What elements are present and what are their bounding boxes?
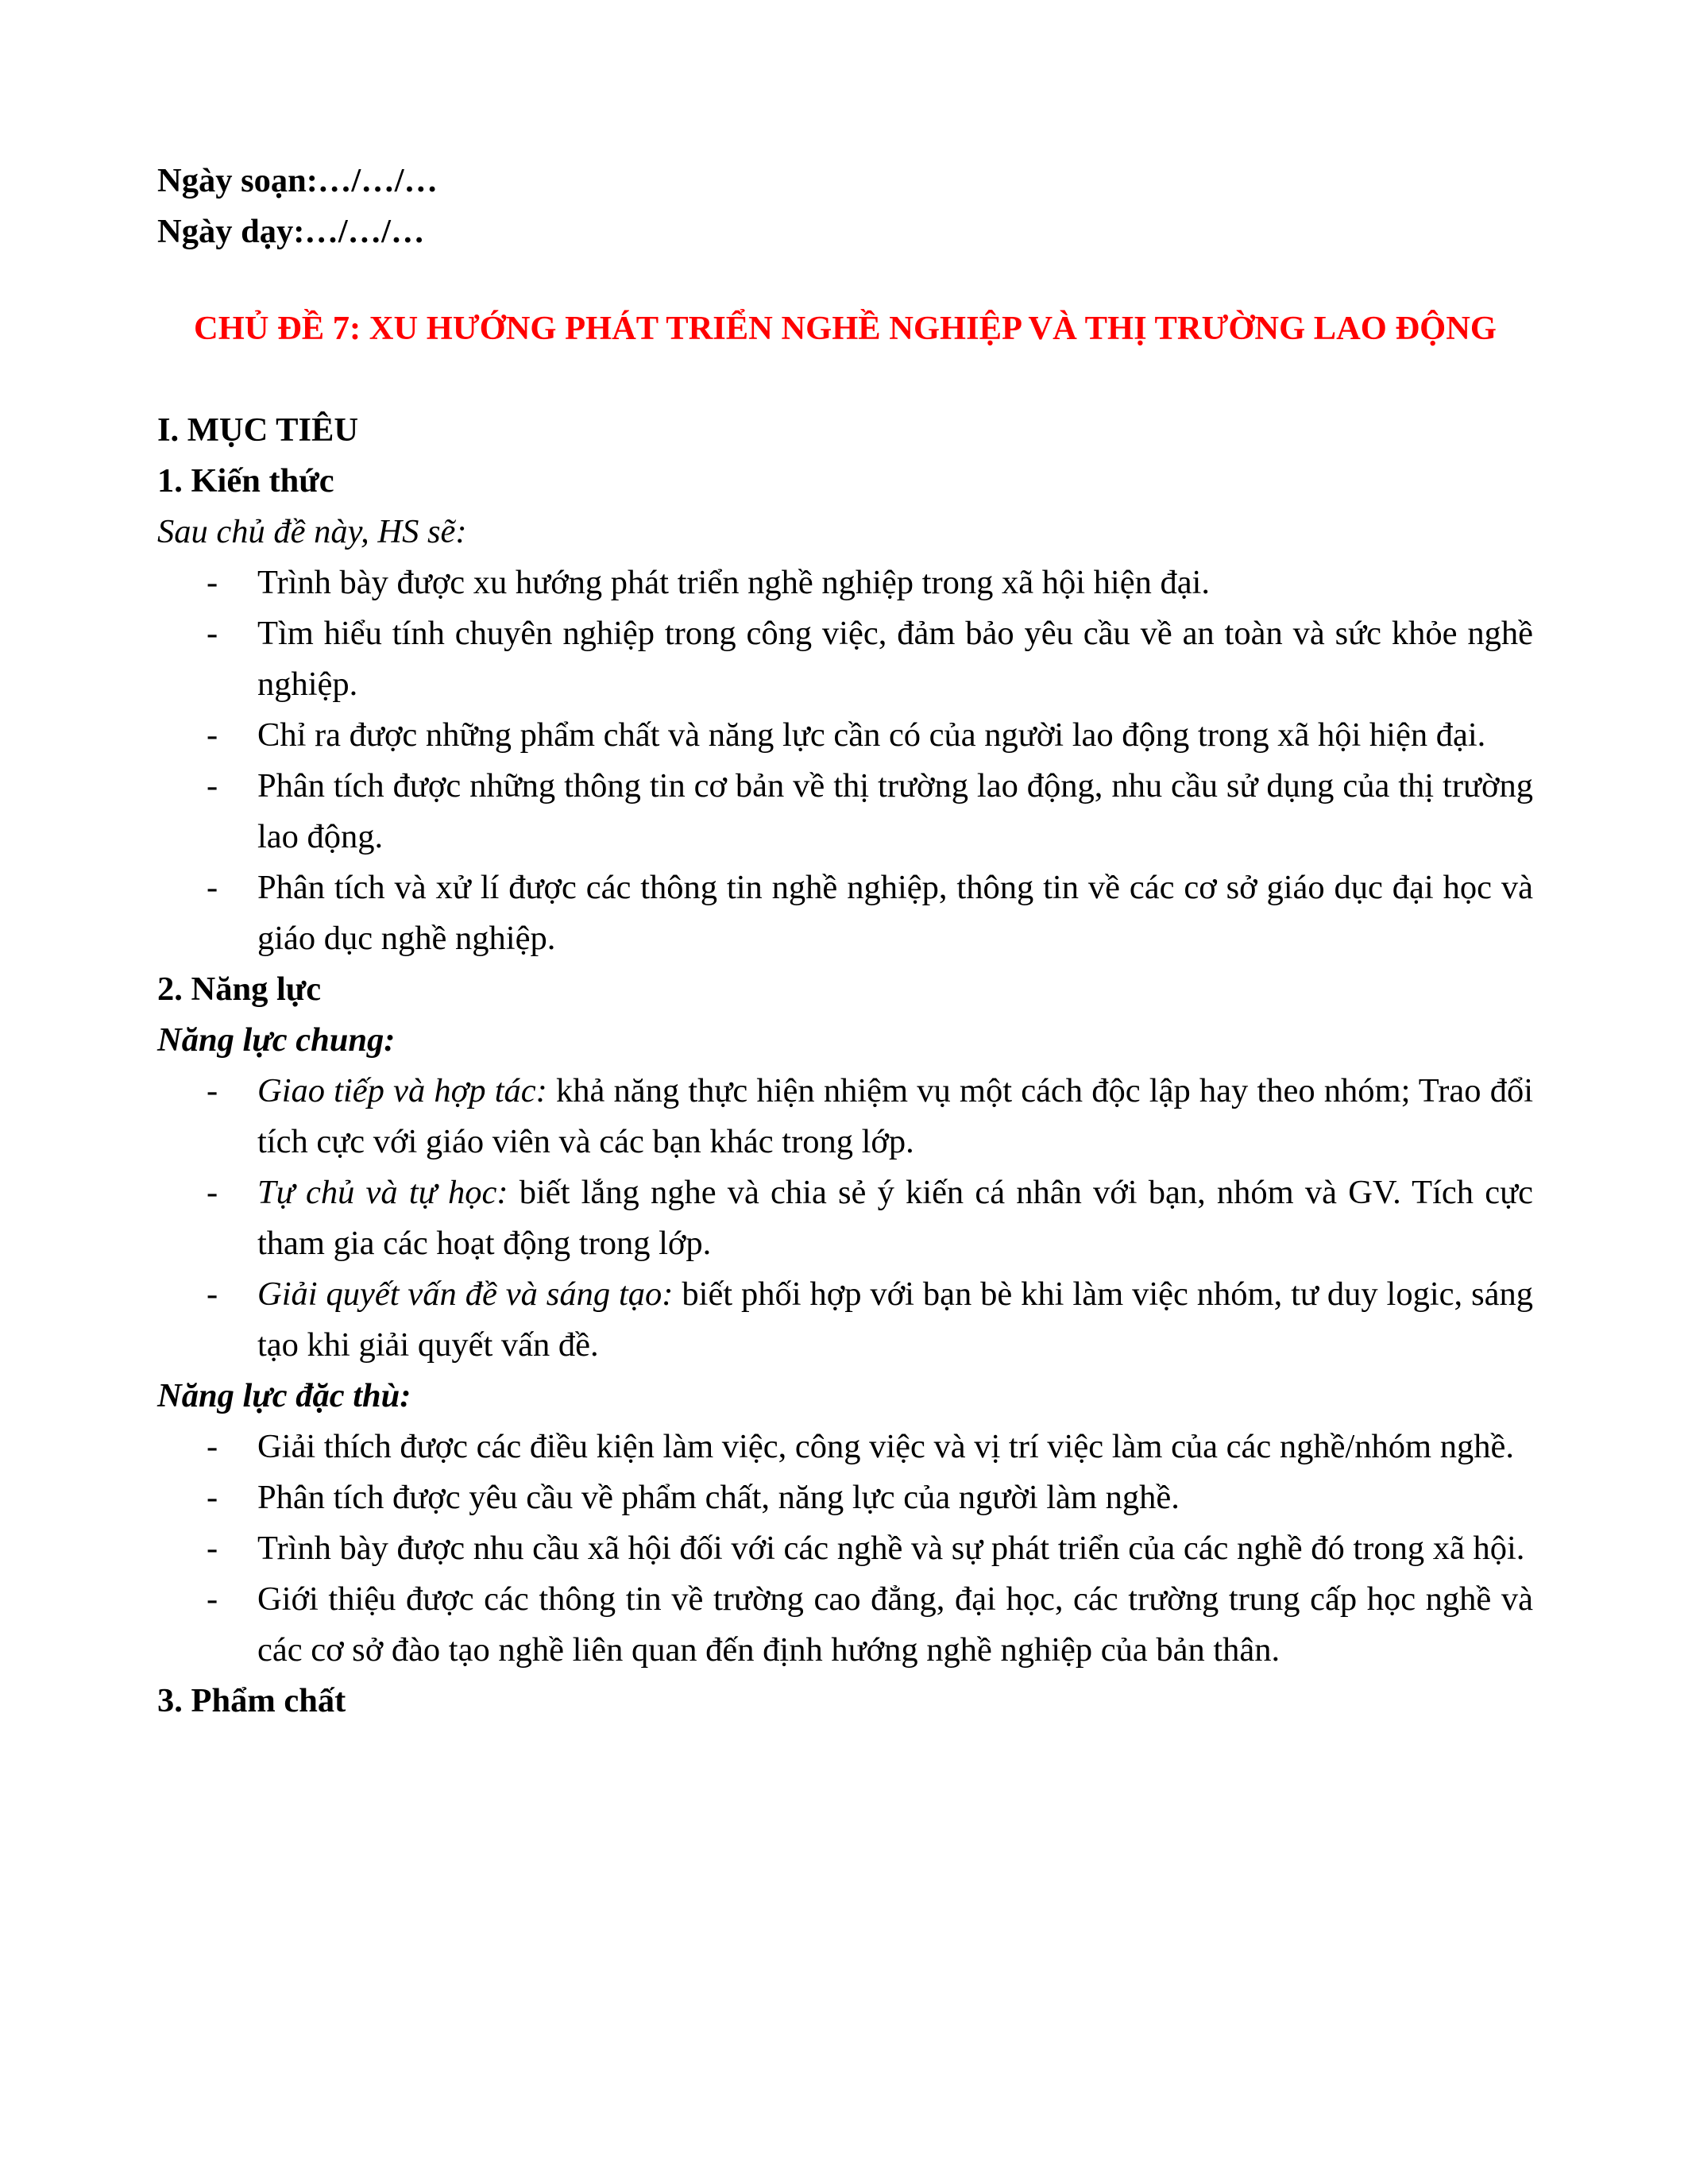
subheading-knowledge: 1. Kiến thức [157,462,334,500]
general-competence-list [157,1066,1533,1371]
knowledge-list [157,558,1533,964]
list-item-text: Giải thích được các điều kiện làm việc, công việc và vị trí việc làm của các nghề/nhóm nghề. [257,1428,1514,1465]
knowledge-intro: Sau chủ đề này, HS sẽ: [157,513,467,550]
dash-marker: - [207,767,218,805]
list-item-label: Giải quyết vấn đề và sáng tạo: [257,1275,674,1313]
list-item-text: khả năng thực hiện nhiệm vụ một cách độc lập hay theo nhóm; Trao đổi tích cực với giáo viên và các bạn khác trong lớp. [257,1072,1534,1160]
dash-marker: - [207,1072,218,1109]
list-item [157,710,1533,761]
list-item-text: biết phối hợp với bạn bè khi làm việc nhóm, tư duy logic, sáng tạo khi giải quyết vấn đề. [257,1275,1533,1364]
subheading-competence: 2. Năng lực [157,970,322,1008]
list-item [157,1167,1533,1269]
list-item-text: Tìm hiểu tính chuyên nghiệp trong công việc, đảm bảo yêu cầu về an toàn và sức khỏe nghề nghiệp. [257,615,1533,703]
list-item [157,1472,1533,1523]
dash-marker: - [207,869,218,906]
dash-marker: - [207,615,218,652]
subheading-qualities: 3. Phẩm chất [157,1682,346,1719]
document-page [157,156,1533,1727]
list-item [157,608,1533,710]
list-item-text: Phân tích được yêu cầu về phẩm chất, năng lực của người làm nghề. [257,1479,1180,1516]
list-item [157,862,1533,964]
dash-marker: - [207,1428,218,1465]
list-item [157,558,1533,608]
dash-marker: - [207,1530,218,1567]
list-item-label: Giao tiếp và hợp tác: [257,1072,547,1109]
list-item-text: Chỉ ra được những phẩm chất và năng lực cần có của người lao động trong xã hội hiện đại. [257,716,1486,754]
list-item [157,1269,1533,1371]
list-item-text: biết lắng nghe và chia sẻ ý kiến cá nhân với bạn, nhóm và GV. Tích cực tham gia các hoạt động trong lớp. [257,1174,1533,1262]
section-heading-objectives: I. MỤC TIÊU [157,411,359,449]
list-item-text: Phân tích và xử lí được các thông tin nghề nghiệp, thông tin về các cơ sở giáo dục đại học và giáo dục nghề nghiệp. [257,869,1533,957]
list-item-text: Phân tích được những thông tin cơ bản về thị trường lao động, nhu cầu sử dụng của thị trường lao động. [257,767,1533,855]
prep-date: Ngày soạn:…/…/… [157,162,438,199]
list-item-text: Trình bày được nhu cầu xã hội đối với các nghề và sự phát triển của các nghề đó trong xã hội. [257,1530,1525,1567]
dash-marker: - [207,1580,218,1618]
dash-marker: - [207,1479,218,1516]
specific-competence-list [157,1422,1533,1676]
topic-title: CHỦ ĐỀ 7: XU HƯỚNG PHÁT TRIỂN NGHỀ NGHIỆP VÀ THỊ TRƯỜNG LAO ĐỘNG [194,310,1497,347]
dash-marker: - [207,564,218,601]
dash-marker: - [207,716,218,754]
list-item [157,1523,1533,1574]
list-item [157,1422,1533,1472]
list-item [157,1574,1533,1676]
list-item [157,761,1533,862]
list-item-text: Trình bày được xu hướng phát triển nghề nghiệp trong xã hội hiện đại. [257,564,1210,601]
general-competence-heading: Năng lực chung: [157,1021,396,1059]
specific-competence-heading: Năng lực đặc thù: [157,1377,411,1414]
dash-marker: - [207,1174,218,1211]
dash-marker: - [207,1275,218,1313]
list-item-text: Giới thiệu được các thông tin về trường cao đẳng, đại học, các trường trung cấp học nghề và các cơ sở đào tạo nghề liên quan đến định hướng nghề nghiệp của bản thân. [257,1580,1533,1669]
teach-date: Ngày dạy:…/…/… [157,213,425,250]
list-item-label: Tự chủ và tự học: [257,1174,508,1211]
list-item [157,1066,1533,1167]
